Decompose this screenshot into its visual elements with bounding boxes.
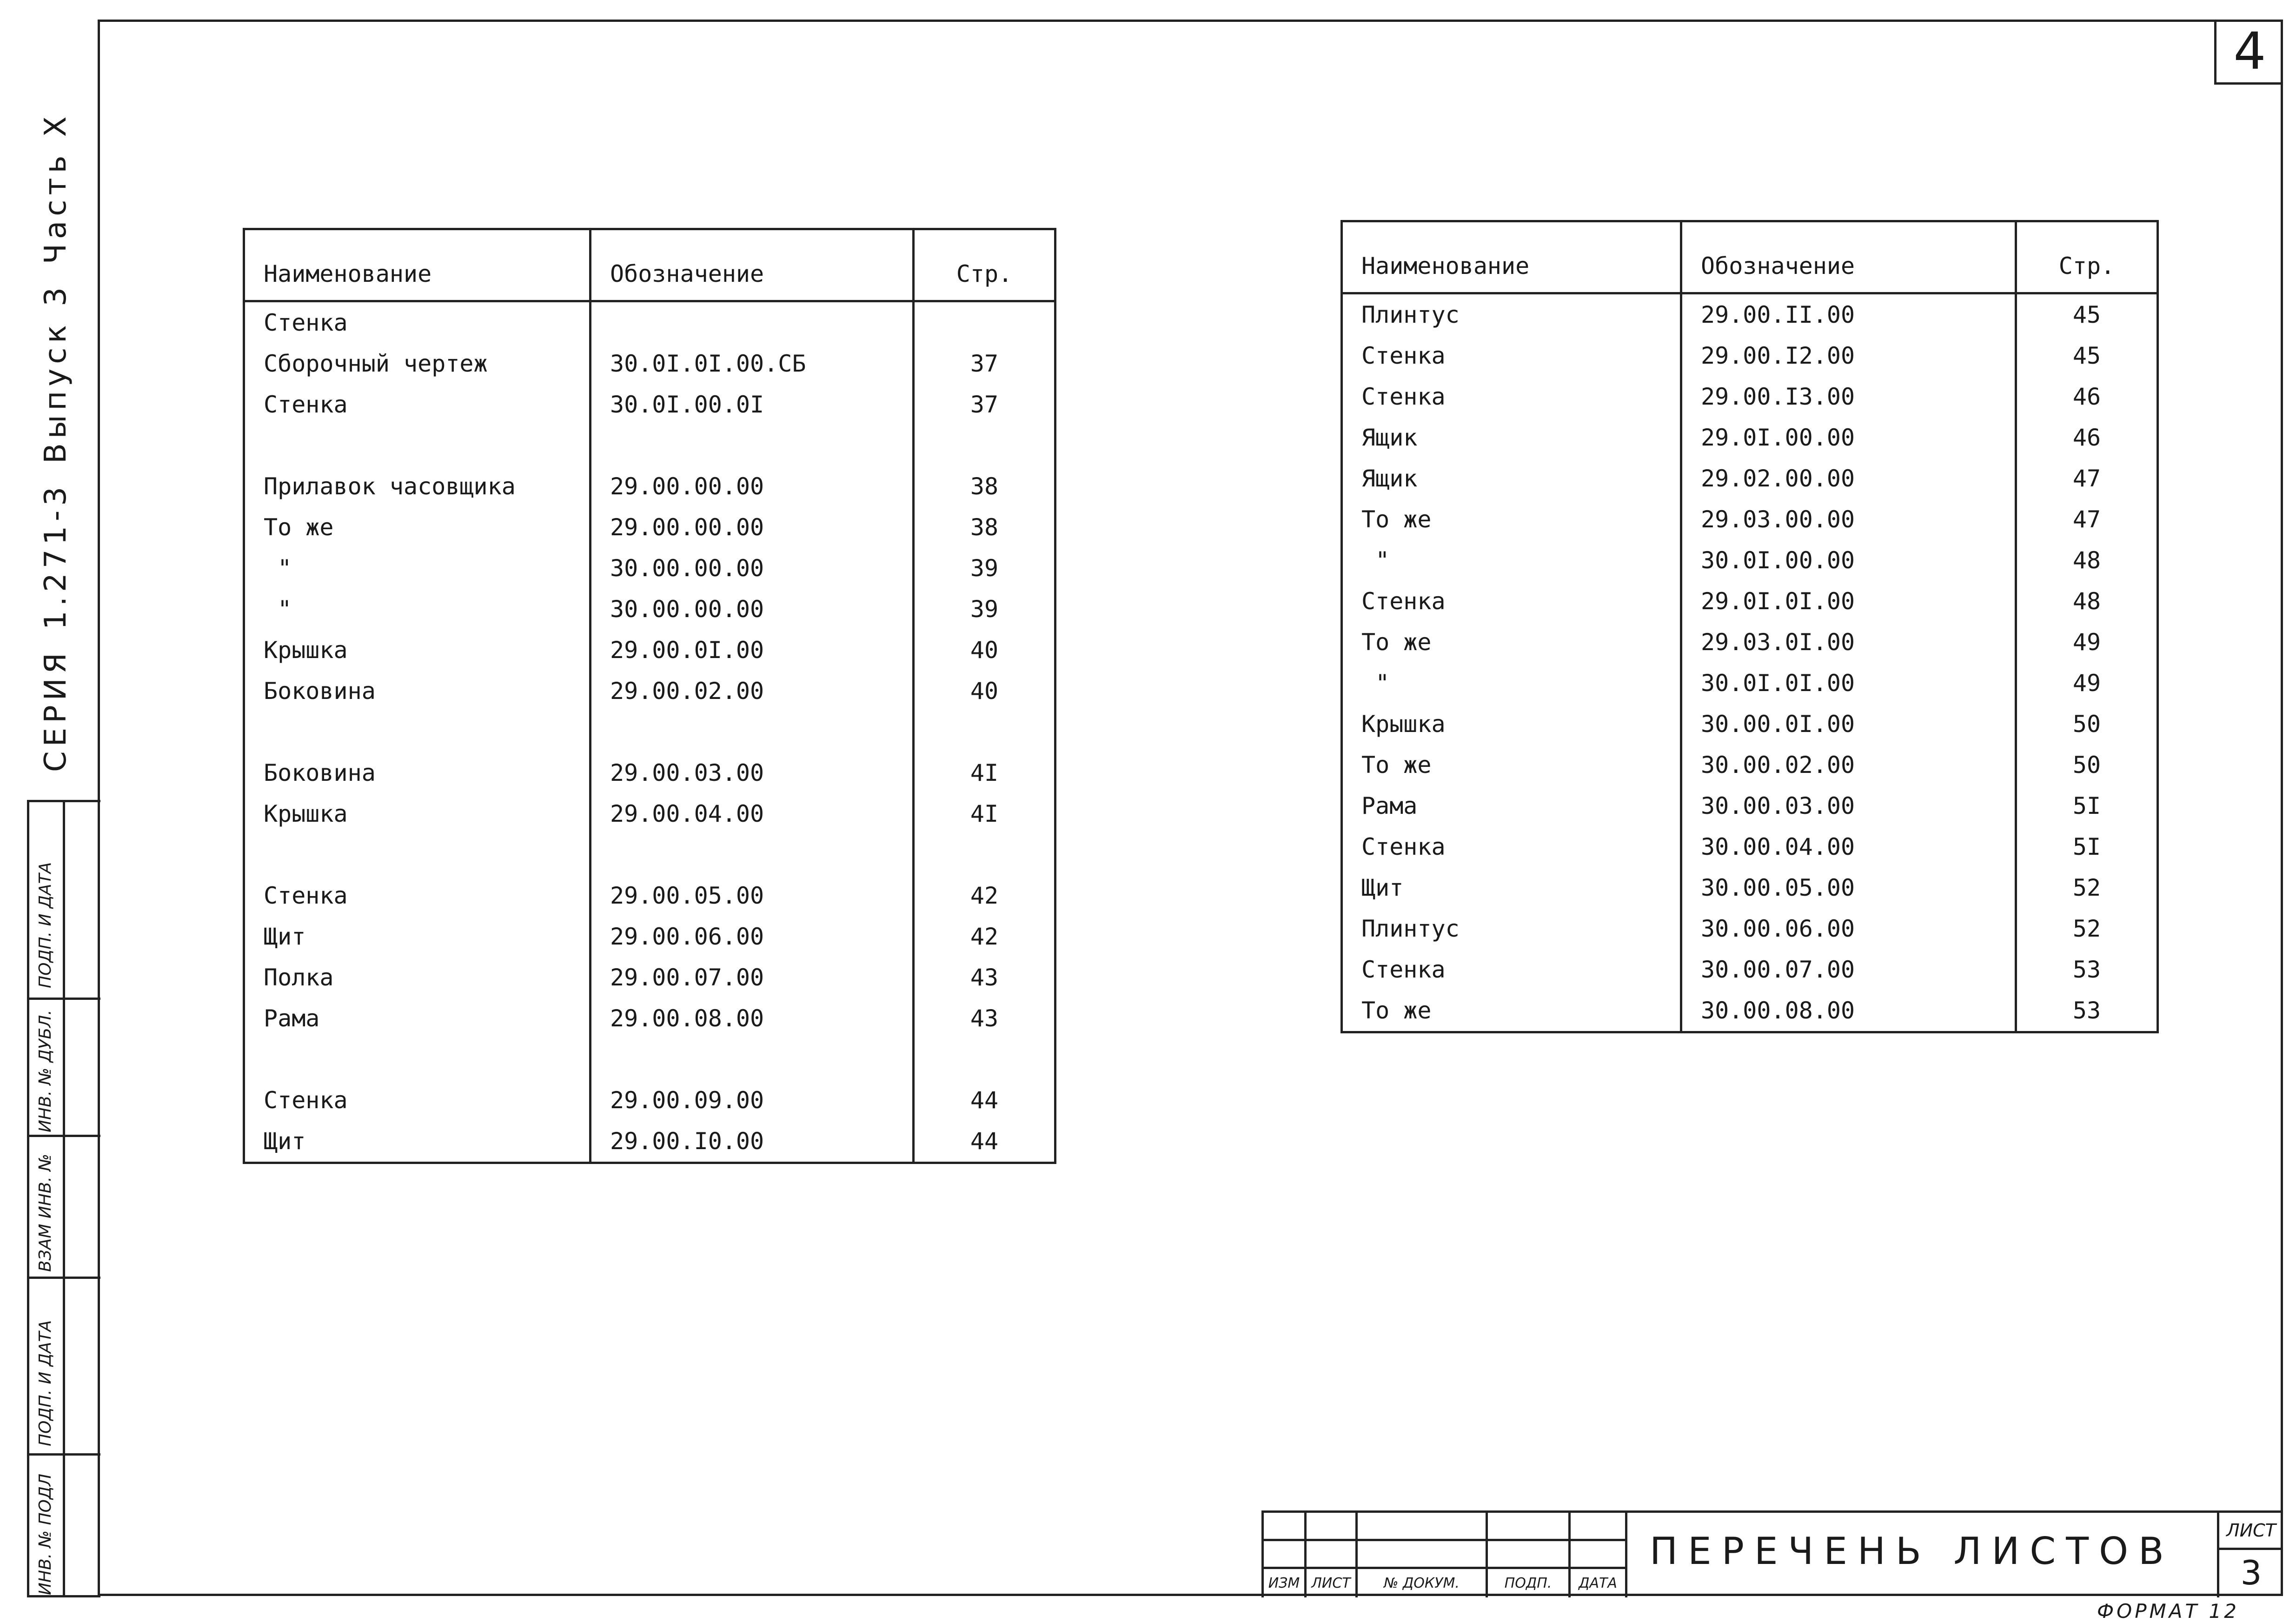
cell-page: 40 bbox=[914, 671, 1055, 712]
header-page: Стр. bbox=[914, 229, 1055, 301]
spacer-cell bbox=[244, 712, 591, 752]
cell-designation: 30.00.07.00 bbox=[1681, 949, 2016, 990]
cell-page: 50 bbox=[2016, 745, 2158, 785]
header-name: Наименование bbox=[1342, 221, 1681, 293]
cell-page: 37 bbox=[914, 384, 1055, 425]
cell-name: Ящик bbox=[1342, 417, 1681, 458]
table-header-row bbox=[244, 229, 1055, 301]
cell-page: 42 bbox=[914, 916, 1055, 957]
cell-name: Стенка bbox=[244, 384, 591, 425]
stamp-label: ИНВ. № ПОДЛ bbox=[36, 1473, 55, 1595]
table-row bbox=[1342, 663, 2158, 704]
table-row bbox=[1342, 826, 2158, 867]
column-label-izm: ИЗМ bbox=[1264, 1569, 1307, 1597]
cell-name: " bbox=[244, 589, 591, 630]
grid-cell bbox=[1488, 1541, 1571, 1570]
cell-name: " bbox=[1342, 663, 1681, 704]
table-spacer-row bbox=[244, 1039, 1055, 1080]
cell-page: 52 bbox=[2016, 867, 2158, 908]
cell-page: 45 bbox=[2016, 335, 2158, 376]
cell-designation: 29.00.0I.00 bbox=[591, 630, 914, 671]
table-row bbox=[244, 793, 1055, 834]
table-row bbox=[244, 466, 1055, 507]
cell-designation: 30.00.04.00 bbox=[1681, 826, 2016, 867]
spacer-cell bbox=[914, 425, 1055, 466]
cell-name: Крышка bbox=[244, 793, 591, 834]
cell-page: 43 bbox=[914, 957, 1055, 998]
cell-designation: 30.00.03.00 bbox=[1681, 785, 2016, 826]
cell-designation: 29.00.I3.00 bbox=[1681, 376, 2016, 417]
stamp-cell bbox=[29, 998, 100, 1135]
spacer-cell bbox=[244, 834, 591, 875]
grid-cell bbox=[1307, 1541, 1358, 1570]
cell-page: 4I bbox=[914, 793, 1055, 834]
cell-designation: 29.02.00.00 bbox=[1681, 458, 2016, 499]
stamp-cell bbox=[29, 1277, 100, 1453]
grid-cell bbox=[1307, 1513, 1358, 1541]
table-row bbox=[244, 384, 1055, 425]
table-row bbox=[244, 671, 1055, 712]
spacer-cell bbox=[914, 1039, 1055, 1080]
cell-name: Стенка bbox=[244, 301, 591, 344]
cell-page bbox=[914, 301, 1055, 344]
table-row bbox=[1342, 581, 2158, 622]
cell-designation: 29.00.07.00 bbox=[591, 957, 914, 998]
sheet-label: ЛИСТ bbox=[2219, 1513, 2283, 1550]
cell-page: 44 bbox=[914, 1121, 1055, 1163]
cell-page: 38 bbox=[914, 466, 1055, 507]
table-row bbox=[1342, 949, 2158, 990]
table-row bbox=[1342, 908, 2158, 949]
sheet-list-table-right bbox=[1340, 220, 2159, 1033]
grid-cell bbox=[1264, 1541, 1307, 1570]
table-row bbox=[244, 630, 1055, 671]
table-row bbox=[1342, 417, 2158, 458]
cell-designation: 29.00.00.00 bbox=[591, 466, 914, 507]
cell-page: 50 bbox=[2016, 704, 2158, 745]
cell-name: Стенка bbox=[1342, 376, 1681, 417]
stamp-label: ПОДП. И ДАТА bbox=[36, 862, 55, 988]
table-row bbox=[244, 998, 1055, 1039]
spacer-cell bbox=[244, 1039, 591, 1080]
cell-name: Плинтус bbox=[1342, 293, 1681, 336]
document-title: ПЕРЕЧЕНЬ ЛИСТОВ bbox=[1650, 1530, 2174, 1573]
cell-page: 39 bbox=[914, 589, 1055, 630]
cell-page: 52 bbox=[2016, 908, 2158, 949]
cell-designation: 29.00.I0.00 bbox=[591, 1121, 914, 1163]
cell-designation: 29.00.08.00 bbox=[591, 998, 914, 1039]
table-row bbox=[1342, 293, 2158, 336]
cell-name: То же bbox=[1342, 499, 1681, 540]
spacer-cell bbox=[591, 834, 914, 875]
table-row bbox=[1342, 622, 2158, 663]
table-row bbox=[244, 589, 1055, 630]
table-row bbox=[244, 1080, 1055, 1121]
column-label-list: ЛИСТ bbox=[1307, 1569, 1358, 1597]
cell-page: 37 bbox=[914, 343, 1055, 384]
table-body bbox=[1342, 293, 2158, 1032]
cell-designation: 30.00.00.00 bbox=[591, 548, 914, 589]
cell-designation: 30.00.0I.00 bbox=[1681, 704, 2016, 745]
stamp-label: ИНВ. № ДУБЛ. bbox=[36, 1010, 55, 1132]
cell-name: Щит bbox=[1342, 867, 1681, 908]
cell-name: Крышка bbox=[1342, 704, 1681, 745]
cell-designation: 29.00.00.00 bbox=[591, 507, 914, 548]
cell-name: Ящик bbox=[1342, 458, 1681, 499]
table-spacer-row bbox=[244, 425, 1055, 466]
cell-page: 44 bbox=[914, 1080, 1055, 1121]
table-header-row bbox=[1342, 221, 2158, 293]
sheet-list-table-left bbox=[243, 228, 1056, 1164]
spacer-cell bbox=[914, 712, 1055, 752]
cell-designation: 29.00.06.00 bbox=[591, 916, 914, 957]
cell-name: Боковина bbox=[244, 752, 591, 793]
side-stamp bbox=[27, 800, 100, 1597]
cell-name: Прилавок часовщика bbox=[244, 466, 591, 507]
table-row bbox=[244, 875, 1055, 916]
grid-cell bbox=[1571, 1541, 1627, 1570]
cell-name: То же bbox=[244, 507, 591, 548]
cell-name: То же bbox=[1342, 622, 1681, 663]
cell-name: Стенка bbox=[1342, 581, 1681, 622]
header-designation: Обозначение bbox=[1681, 221, 2016, 293]
table-body bbox=[244, 301, 1055, 1163]
cell-name: Боковина bbox=[244, 671, 591, 712]
header-page: Стр. bbox=[2016, 221, 2158, 293]
cell-designation: 29.00.I2.00 bbox=[1681, 335, 2016, 376]
page-number: 4 bbox=[2214, 20, 2283, 85]
side-title-part: Часть X bbox=[39, 112, 73, 264]
cell-designation: 30.0I.0I.00 bbox=[1681, 663, 2016, 704]
table-row bbox=[1342, 458, 2158, 499]
table-row bbox=[1342, 335, 2158, 376]
cell-designation: 30.0I.00.00 bbox=[1681, 540, 2016, 581]
table-row bbox=[1342, 376, 2158, 417]
cell-page: 46 bbox=[2016, 417, 2158, 458]
grid-cell bbox=[1488, 1513, 1571, 1541]
cell-page: 48 bbox=[2016, 540, 2158, 581]
cell-page: 47 bbox=[2016, 458, 2158, 499]
cell-page: 49 bbox=[2016, 622, 2158, 663]
cell-designation: 29.00.03.00 bbox=[591, 752, 914, 793]
spacer-cell bbox=[244, 425, 591, 466]
cell-page: 39 bbox=[914, 548, 1055, 589]
table-row bbox=[1342, 745, 2158, 785]
stamp-cell bbox=[29, 1135, 100, 1277]
cell-name: Стенка bbox=[1342, 335, 1681, 376]
cell-designation: 29.00.02.00 bbox=[591, 671, 914, 712]
cell-name: Стенка bbox=[1342, 826, 1681, 867]
cell-page: 38 bbox=[914, 507, 1055, 548]
format-label: ФОРМАТ 12 bbox=[2097, 1600, 2239, 1623]
cell-name: " bbox=[244, 548, 591, 589]
cell-page: 43 bbox=[914, 998, 1055, 1039]
table-row bbox=[244, 1121, 1055, 1163]
table-row bbox=[1342, 785, 2158, 826]
cell-designation: 30.00.02.00 bbox=[1681, 745, 2016, 785]
column-label-doc: № ДОКУМ. bbox=[1358, 1569, 1488, 1597]
grid-cell bbox=[1264, 1513, 1307, 1541]
cell-designation: 29.03.00.00 bbox=[1681, 499, 2016, 540]
table-row bbox=[1342, 540, 2158, 581]
table-row bbox=[1342, 867, 2158, 908]
cell-name: Плинтус bbox=[1342, 908, 1681, 949]
cell-designation: 29.00.05.00 bbox=[591, 875, 914, 916]
table-row bbox=[244, 301, 1055, 344]
cell-name: Рама bbox=[244, 998, 591, 1039]
cell-designation: 29.00.09.00 bbox=[591, 1080, 914, 1121]
cell-page: 53 bbox=[2016, 990, 2158, 1032]
stamp-label: ВЗАМ ИНВ. № bbox=[36, 1154, 55, 1272]
cell-name: Щит bbox=[244, 1121, 591, 1163]
table-row bbox=[244, 752, 1055, 793]
header-name: Наименование bbox=[244, 229, 591, 301]
table-spacer-row bbox=[244, 834, 1055, 875]
table-row bbox=[1342, 704, 2158, 745]
spacer-cell bbox=[591, 425, 914, 466]
title-block bbox=[1261, 1510, 2283, 1597]
grid-cell bbox=[1571, 1513, 1627, 1541]
table-row bbox=[244, 916, 1055, 957]
cell-name: Сборочный чертеж bbox=[244, 343, 591, 384]
cell-designation: 29.03.0I.00 bbox=[1681, 622, 2016, 663]
cell-page: 40 bbox=[914, 630, 1055, 671]
cell-page: 46 bbox=[2016, 376, 2158, 417]
cell-designation bbox=[591, 301, 914, 344]
spacer-cell bbox=[914, 834, 1055, 875]
cell-page: 42 bbox=[914, 875, 1055, 916]
cell-designation: 29.00.04.00 bbox=[591, 793, 914, 834]
cell-designation: 29.00.II.00 bbox=[1681, 293, 2016, 336]
cell-designation: 30.00.05.00 bbox=[1681, 867, 2016, 908]
stamp-cell bbox=[29, 1453, 100, 1600]
spacer-cell bbox=[591, 1039, 914, 1080]
cell-designation: 29.0I.0I.00 bbox=[1681, 581, 2016, 622]
spacer-cell bbox=[591, 712, 914, 752]
cell-designation: 30.00.00.00 bbox=[591, 589, 914, 630]
grid-cell bbox=[1358, 1541, 1488, 1570]
stamp-label: ПОДП. И ДАТА bbox=[36, 1320, 55, 1446]
table-row bbox=[244, 548, 1055, 589]
cell-designation: 30.0I.00.0I bbox=[591, 384, 914, 425]
cell-name: Крышка bbox=[244, 630, 591, 671]
cell-name: То же bbox=[1342, 990, 1681, 1032]
cell-name: Щит bbox=[244, 916, 591, 957]
cell-page: 45 bbox=[2016, 293, 2158, 336]
cell-designation: 30.00.06.00 bbox=[1681, 908, 2016, 949]
cell-name: Стенка bbox=[244, 875, 591, 916]
side-title-code: 1.271-3 bbox=[39, 482, 73, 630]
table-row bbox=[1342, 499, 2158, 540]
cell-designation: 30.00.08.00 bbox=[1681, 990, 2016, 1032]
column-label-sign: ПОДП. bbox=[1488, 1569, 1571, 1597]
cell-name: Стенка bbox=[244, 1080, 591, 1121]
cell-designation: 29.0I.00.00 bbox=[1681, 417, 2016, 458]
sheet-box bbox=[2217, 1513, 2283, 1597]
table-row bbox=[1342, 990, 2158, 1032]
table-row bbox=[244, 957, 1055, 998]
revision-grid bbox=[1264, 1513, 1627, 1597]
cell-designation: 30.0I.0I.00.СБ bbox=[591, 343, 914, 384]
table-row bbox=[244, 507, 1055, 548]
cell-page: 4I bbox=[914, 752, 1055, 793]
grid-cell bbox=[1358, 1513, 1488, 1541]
cell-name: Стенка bbox=[1342, 949, 1681, 990]
cell-page: 53 bbox=[2016, 949, 2158, 990]
side-title bbox=[19, 112, 93, 772]
cell-page: 47 bbox=[2016, 499, 2158, 540]
header-designation: Обозначение bbox=[591, 229, 914, 301]
column-label-date: ДАТА bbox=[1571, 1569, 1627, 1597]
cell-page: 5I bbox=[2016, 785, 2158, 826]
cell-page: 49 bbox=[2016, 663, 2158, 704]
table-spacer-row bbox=[244, 712, 1055, 752]
cell-name: " bbox=[1342, 540, 1681, 581]
stamp-cell bbox=[29, 802, 100, 998]
cell-name: Полка bbox=[244, 957, 591, 998]
table-row bbox=[244, 343, 1055, 384]
cell-page: 5I bbox=[2016, 826, 2158, 867]
cell-name: То же bbox=[1342, 745, 1681, 785]
side-title-series: СЕРИЯ bbox=[39, 648, 73, 772]
cell-page: 48 bbox=[2016, 581, 2158, 622]
side-title-issue: Выпуск 3 bbox=[39, 282, 73, 464]
sheet-value: 3 bbox=[2240, 1553, 2262, 1592]
cell-name: Рама bbox=[1342, 785, 1681, 826]
